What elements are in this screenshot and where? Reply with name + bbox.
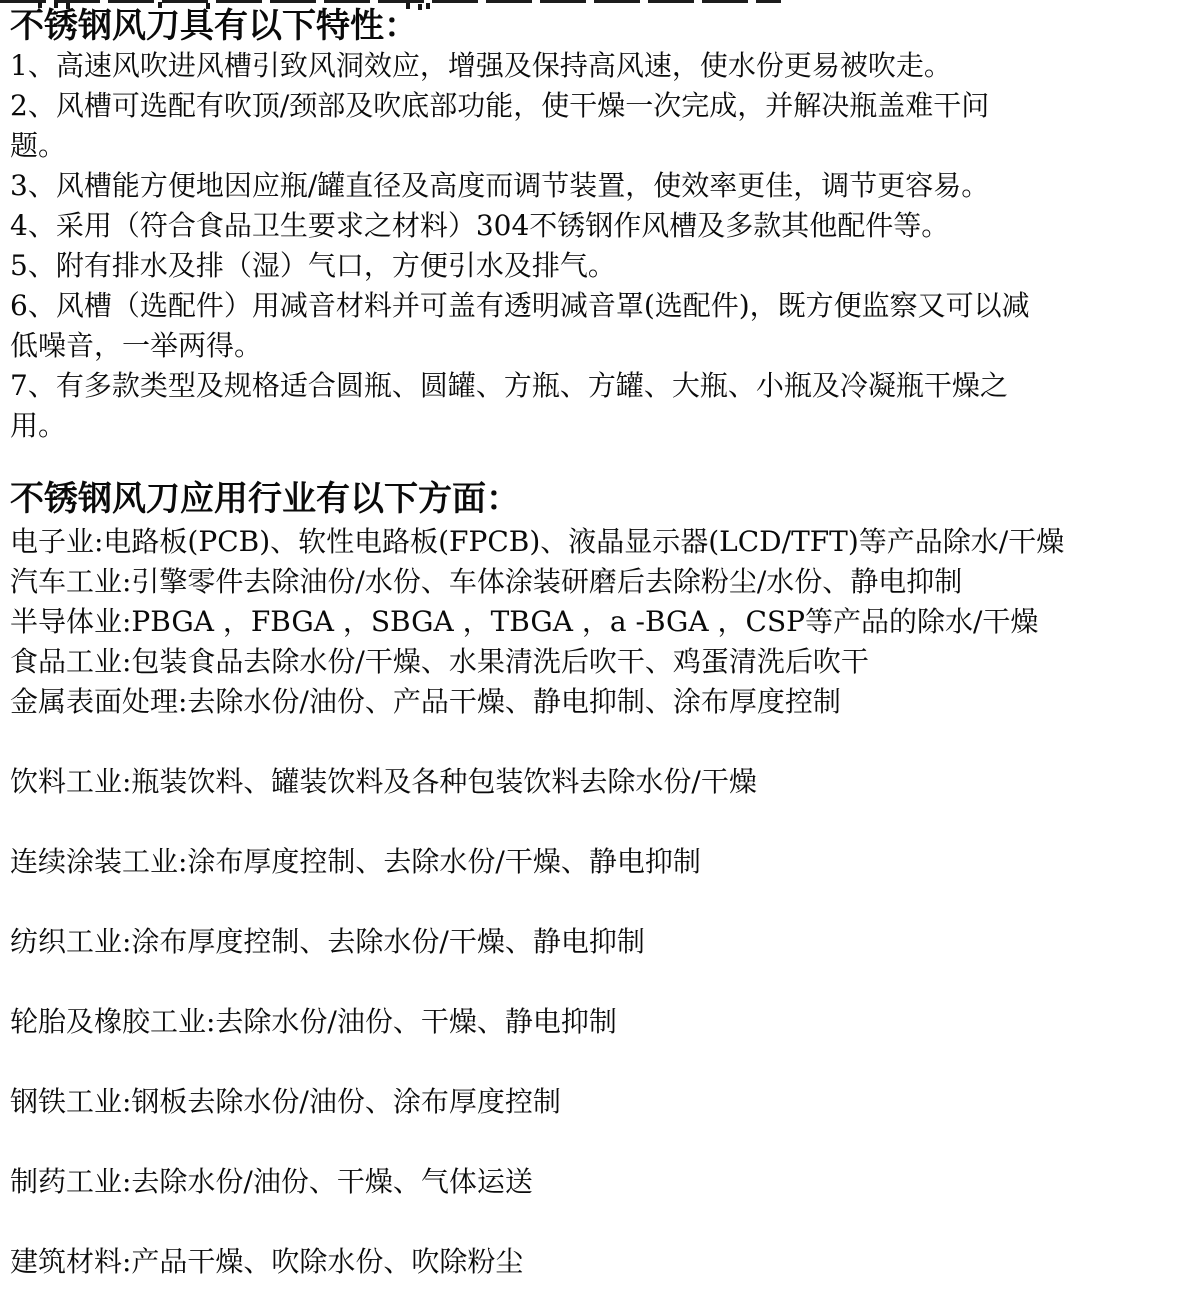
features-section-heading: 不锈钢风刀具有以下特性： [10, 6, 418, 46]
industry-line-pharma: 制药工业:去除水份/油份、干燥、气体运送 [10, 1165, 533, 1198]
feature-line-6: 6、风槽（选配件）用减音材料并可盖有透明减音罩(选配件)，既方便监察又可以减 [10, 289, 1030, 322]
industry-line-building: 建筑材料:产品干燥、吹除水份、吹除粉尘 [10, 1245, 524, 1278]
industry-line-electronics: 电子业:电路板(PCB)、软性电路板(FPCB)、液晶显示器(LCD/TFT)等产品除水/干燥 [10, 525, 1065, 558]
feature-line-3: 3、风槽能方便地因应瓶/罐直径及高度而调节装置，使效率更佳，调节更容易。 [10, 169, 990, 202]
industry-line-semiconductor: 半导体业:PBGA ，FBGA ，SBGA ，TBGA ，a -BGA ，CSP等产品的除水/干燥 [10, 605, 1039, 638]
feature-line-5: 5、附有排水及排（湿）气口，方便引水及排气。 [10, 249, 616, 282]
industry-line-steel: 钢铁工业:钢板去除水份/油份、涂布厚度控制 [10, 1085, 561, 1118]
feature-line-1: 1、高速风吹进风槽引致风洞效应，增强及保持高风速，使水份更易被吹走。 [10, 49, 952, 82]
feature-line-7b: 用。 [10, 409, 67, 442]
industry-line-food: 食品工业:包装食品去除水份/干燥、水果清洗后吹干、鸡蛋清洗后吹干 [10, 645, 869, 678]
industry-line-tire-rubber: 轮胎及橡胶工业:去除水份/油份、干燥、静电抑制 [10, 1005, 617, 1038]
feature-line-2b: 题。 [10, 129, 67, 162]
industry-line-textile: 纺织工业:涂布厚度控制、去除水份/干燥、静电抑制 [10, 925, 645, 958]
feature-line-4: 4、采用（符合食品卫生要求之材料）304不锈钢作风槽及多款其他配件等。 [10, 209, 950, 242]
industries-section-heading: 不锈钢风刀应用行业有以下方面： [10, 479, 520, 519]
feature-line-7: 7、有多款类型及规格适合圆瓶、圆罐、方瓶、方罐、大瓶、小瓶及冷凝瓶干燥之 [10, 369, 1008, 402]
industry-line-metal-surface: 金属表面处理:去除水份/油份、产品干燥、静电抑制、涂布厚度控制 [10, 685, 841, 718]
feature-line-2: 2、风槽可选配有吹顶/颈部及吹底部功能，使干燥一次完成，并解决瓶盖难干问 [10, 89, 990, 122]
industry-line-automotive: 汽车工业:引擎零件去除油份/水份、车体涂装研磨后去除粉尘/水份、静电抑制 [10, 565, 963, 598]
feature-line-6b: 低噪音，一举两得。 [10, 329, 263, 362]
industry-line-beverage: 饮料工业:瓶装饮料、罐装饮料及各种包装饮料去除水份/干燥 [10, 765, 757, 798]
industry-line-coating: 连续涂装工业:涂布厚度控制、去除水份/干燥、静电抑制 [10, 845, 701, 878]
